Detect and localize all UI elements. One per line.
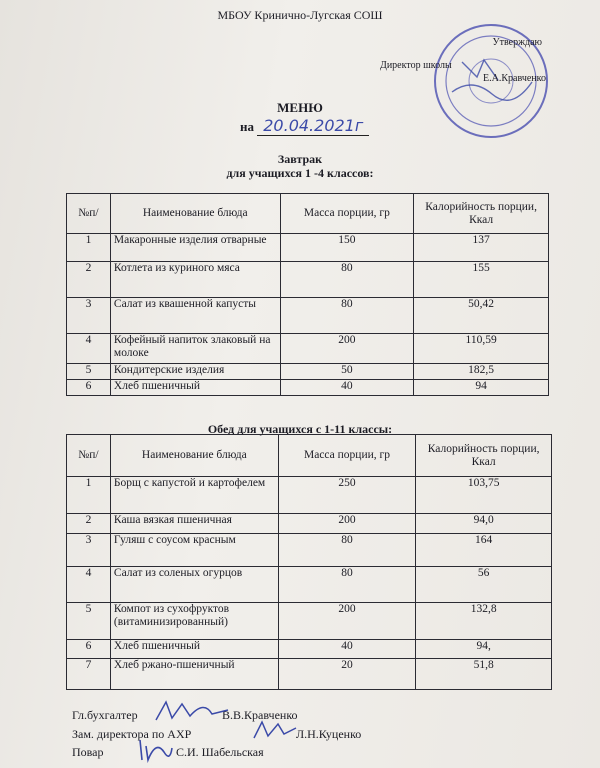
row-number: 6 xyxy=(67,380,111,396)
dish-name: Макаронные изделия отварные xyxy=(110,234,280,262)
portion-mass: 80 xyxy=(278,534,416,567)
col-dish: Наименование блюда xyxy=(110,435,278,477)
calories: 94,0 xyxy=(416,514,552,534)
signature-name: С.И. Шабельская xyxy=(176,745,264,759)
calories: 94 xyxy=(414,380,549,396)
table-row xyxy=(67,659,552,690)
approve-word: Утверждаю xyxy=(492,37,542,48)
row-number: 1 xyxy=(67,477,111,514)
calories: 110,59 xyxy=(414,334,549,364)
signature-deputy xyxy=(72,727,361,742)
table-row xyxy=(67,298,549,334)
table-row xyxy=(67,380,549,396)
calories: 164 xyxy=(416,534,552,567)
col-number: №п/ xyxy=(67,435,111,477)
table-row xyxy=(67,534,552,567)
lunch-heading: Обед для учащихся с 1-11 классы: xyxy=(207,422,393,436)
col-number: №п/ xyxy=(67,194,111,234)
approval-block xyxy=(380,36,550,85)
dish-name: Компот из сухофруктов (витаминизированный) xyxy=(110,603,278,640)
table-row xyxy=(67,262,549,298)
dish-name: Гуляш с соусом красным xyxy=(110,534,278,567)
portion-mass: 80 xyxy=(280,262,414,298)
dish-name: Салат из квашенной капусты xyxy=(110,298,280,334)
portion-mass: 80 xyxy=(280,298,414,334)
breakfast-table xyxy=(66,193,549,396)
col-mass: Масса порции, гр xyxy=(280,194,414,234)
calories: 56 xyxy=(416,567,552,603)
row-number: 5 xyxy=(67,603,111,640)
portion-mass: 40 xyxy=(278,640,416,659)
signature-name: В.В.Кравченко xyxy=(222,708,298,722)
row-number: 1 xyxy=(67,234,111,262)
dish-name: Хлеб пшеничный xyxy=(110,380,280,396)
portion-mass: 200 xyxy=(278,514,416,534)
table-row xyxy=(67,334,549,364)
portion-mass: 200 xyxy=(278,603,416,640)
row-number: 5 xyxy=(67,364,111,380)
signature-role: Повар xyxy=(72,745,104,759)
calories: 94, xyxy=(416,640,552,659)
calories: 182,5 xyxy=(414,364,549,380)
col-kcal: Калорийность порции, Ккал xyxy=(414,194,549,234)
row-number: 4 xyxy=(67,567,111,603)
school-name: МБОУ Кринично-Лугская СОШ xyxy=(217,8,383,22)
portion-mass: 50 xyxy=(280,364,414,380)
breakfast-subtitle: для учащихся 1 -4 классов: xyxy=(226,166,374,180)
table-row xyxy=(67,640,552,659)
calories: 51,8 xyxy=(416,659,552,690)
dish-name: Хлеб пшеничный xyxy=(110,640,278,659)
row-number: 2 xyxy=(67,262,111,298)
signature-scribble-cook xyxy=(136,736,176,764)
row-number: 7 xyxy=(67,659,111,690)
signature-name: Л.Н.Куценко xyxy=(296,727,362,741)
calories: 132,8 xyxy=(416,603,552,640)
col-kcal: Калорийность порции, Ккал xyxy=(416,435,552,477)
breakfast-title: Завтрак xyxy=(277,152,323,166)
signature-role: Гл.бухгалтер xyxy=(72,708,138,722)
table-row xyxy=(67,603,552,640)
date-handwritten: 20.04.2021г xyxy=(257,116,369,136)
signature-role: Зам. директора по АХР xyxy=(72,727,192,741)
row-number: 4 xyxy=(67,334,111,364)
menu-date xyxy=(240,116,369,135)
lunch-table xyxy=(66,434,552,690)
calories: 155 xyxy=(414,262,549,298)
portion-mass: 80 xyxy=(278,567,416,603)
director-label: Директор школы xyxy=(380,60,452,71)
row-number: 3 xyxy=(67,534,111,567)
dish-name: Борщ с капустой и картофелем xyxy=(110,477,278,514)
portion-mass: 20 xyxy=(278,659,416,690)
dish-name: Салат из соленых огурцов xyxy=(110,567,278,603)
table-row xyxy=(67,364,549,380)
calories: 103,75 xyxy=(416,477,552,514)
table-row xyxy=(67,514,552,534)
portion-mass: 200 xyxy=(280,334,414,364)
calories: 137 xyxy=(414,234,549,262)
dish-name: Котлета из куриного мяса xyxy=(110,262,280,298)
row-number: 2 xyxy=(67,514,111,534)
signature-scribble-accountant xyxy=(152,696,232,726)
dish-name: Кондитерские изделия xyxy=(110,364,280,380)
col-mass: Масса порции, гр xyxy=(278,435,416,477)
table-row xyxy=(67,234,549,262)
portion-mass: 250 xyxy=(278,477,416,514)
menu-title: МЕНЮ xyxy=(277,100,323,115)
director-name: Е.А.Кравченко xyxy=(483,73,546,84)
date-prefix: на xyxy=(240,119,254,134)
dish-name: Кофейный напиток злаковый на молоке xyxy=(110,334,280,364)
calories: 50,42 xyxy=(414,298,549,334)
signature-scribble-deputy xyxy=(250,718,300,742)
row-number: 3 xyxy=(67,298,111,334)
col-dish: Наименование блюда xyxy=(110,194,280,234)
portion-mass: 150 xyxy=(280,234,414,262)
dish-name: Хлеб ржано-пшеничный xyxy=(110,659,278,690)
breakfast-heading xyxy=(0,152,600,180)
row-number: 6 xyxy=(67,640,111,659)
table-row xyxy=(67,567,552,603)
table-row xyxy=(67,477,552,514)
portion-mass: 40 xyxy=(280,380,414,396)
dish-name: Каша вязкая пшеничная xyxy=(110,514,278,534)
